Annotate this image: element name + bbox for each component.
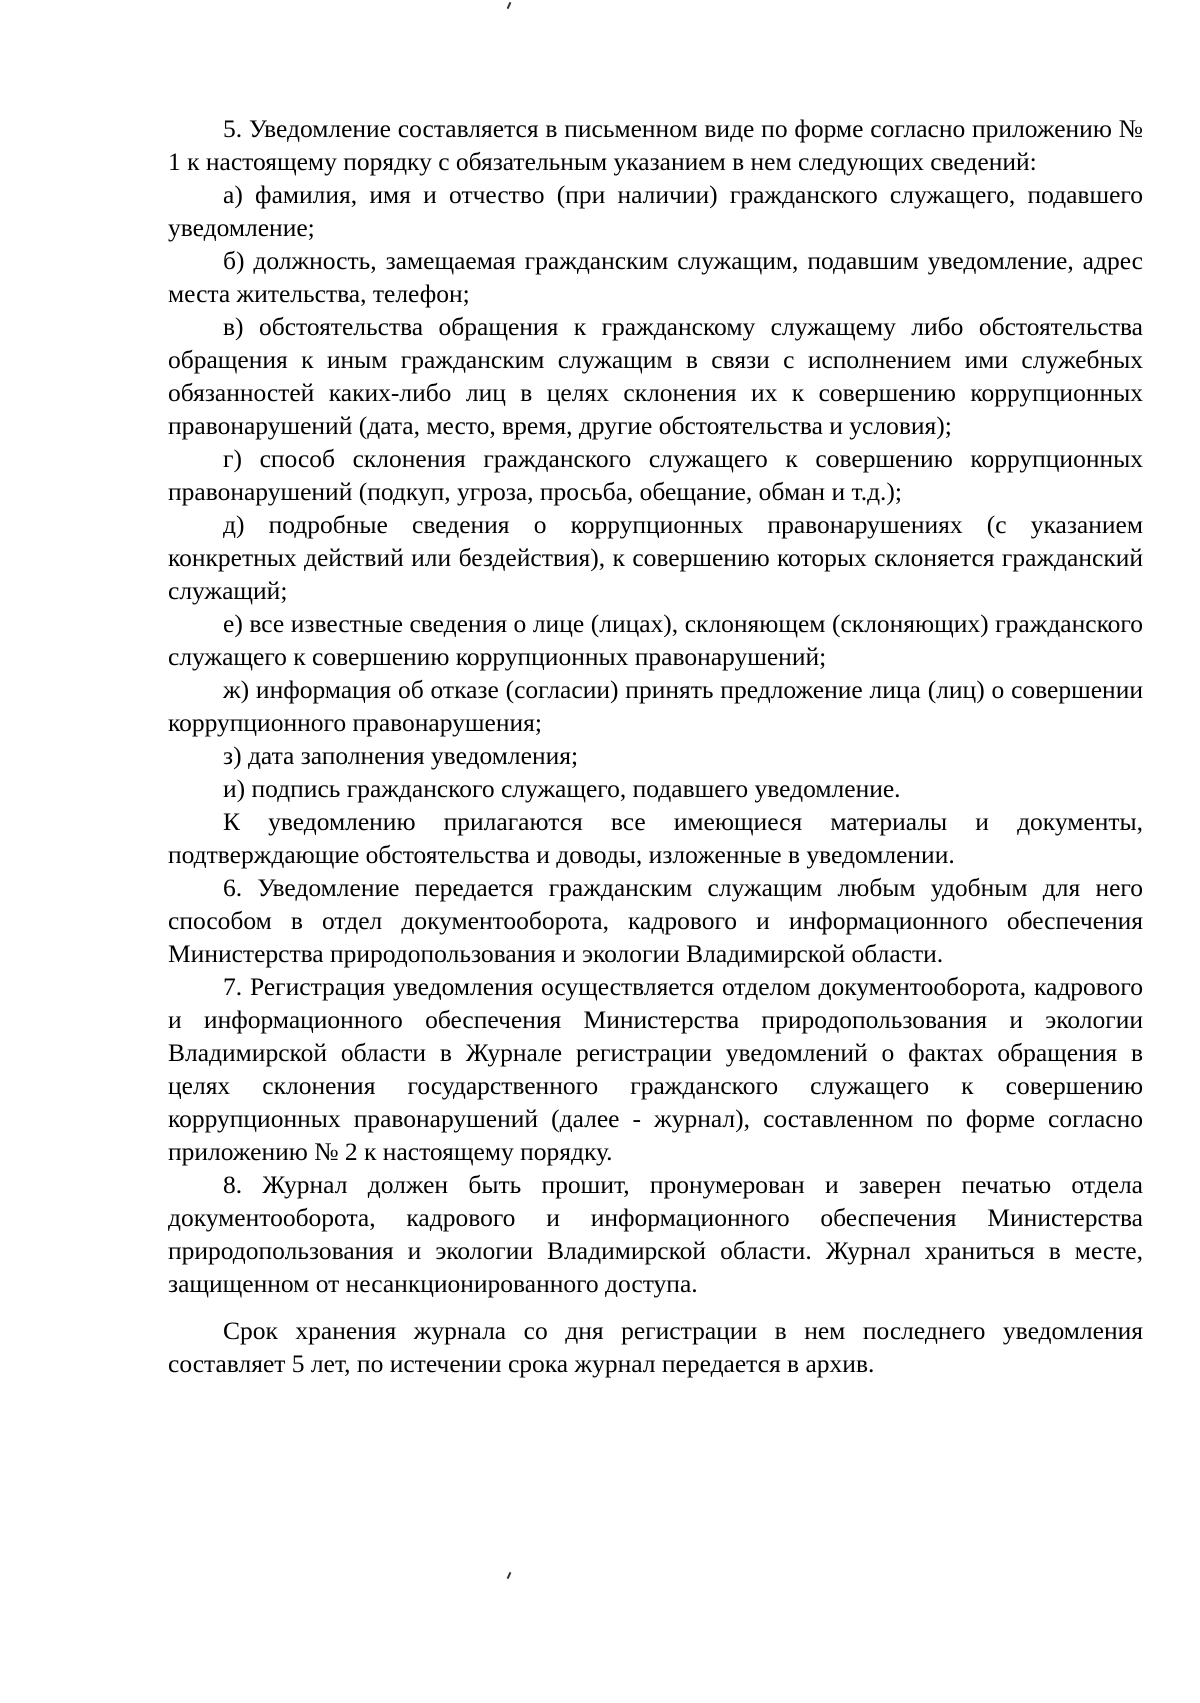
list-item-i: и) подпись гражданского служащего, подавшего уведомление. (223, 774, 901, 803)
list-item-b: б) должность, замещаемая гражданским служащим, подавшим уведомление, адрес места жительства, телефон; (168, 246, 1143, 308)
paragraph-item-7: 7. Регистрация уведомления осуществляется отделом документооборота, кадрового и информационного обеспечения Министерства природопользования и экологии Владимирской области в Журнале регистрации уведомлений о фактах обращения в целях склонения государственного гражданского служащего к совершению коррупционных правонарушений (далее - журнал), составленном по форме согласно приложению № 2 к настоящему порядку. (168, 972, 1143, 1166)
paragraph-item-6: 6. Уведомление передается гражданским служащим любым удобным для него способом в отдел документооборота, кадрового и информационного обеспечения Министерства природопользования и экологии Владимирской области. (168, 873, 1143, 968)
list-item-z: з) дата заполнения уведомления; (223, 741, 579, 770)
paragraph-item-5: 5. Уведомление составляется в письменном виде по форме согласно приложению № 1 к настоящему порядку с обязательным указанием в нем следующих сведений: (168, 114, 1143, 176)
paragraph-item-8: 8. Журнал должен быть прошит, пронумерован и заверен печатью отдела документооборота, кадрового и информационного обеспечения Министерства природопользования и экологии Владимирской области. Журнал храниться в месте, защищенном от несанкционированного доступа. (168, 1170, 1143, 1298)
scan-speck (507, 1572, 512, 1579)
list-item-v: в) обстоятельства обращения к гражданскому служащему либо обстоятельства обращения к иным гражданским служащим в связи с исполнением ими служебных обязанностей каких-либо лиц в целях склонения их к совершению коррупционных правонарушений (дата, место, время, другие обстоятельства и условия); (168, 312, 1143, 440)
storage-term-paragraph: Срок хранения журнала со дня регистрации в нем последнего уведомления составляет 5 лет, по истечении срока журнал передается в архив. (168, 1316, 1143, 1378)
list-item-a: а) фамилия, имя и отчество (при наличии) гражданского служащего, подавшего уведомление; (168, 180, 1143, 242)
list-item-g: г) способ склонения гражданского служащего к совершению коррупционных правонарушений (подкуп, угроза, просьба, обещание, обман и т.д.); (168, 444, 1143, 506)
list-item-zh: ж) информация об отказе (согласии) принять предложение лица (лиц) о совершении коррупционного правонарушения; (168, 675, 1143, 737)
document-body (168, 112, 1143, 1380)
attachments-paragraph: К уведомлению прилагаются все имеющиеся материалы и документы, подтверждающие обстоятельства и доводы, изложенные в уведомлении. (168, 807, 1143, 869)
scan-speck (507, 2, 512, 9)
list-item-e: е) все известные сведения о лице (лицах), склоняющем (склоняющих) гражданского служащего к совершению коррупционных правонарушений; (168, 609, 1143, 671)
list-item-d: д) подробные сведения о коррупционных правонарушениях (с указанием конкретных действий или бездействия), к совершению которых склоняется гражданский служащий; (168, 510, 1143, 605)
